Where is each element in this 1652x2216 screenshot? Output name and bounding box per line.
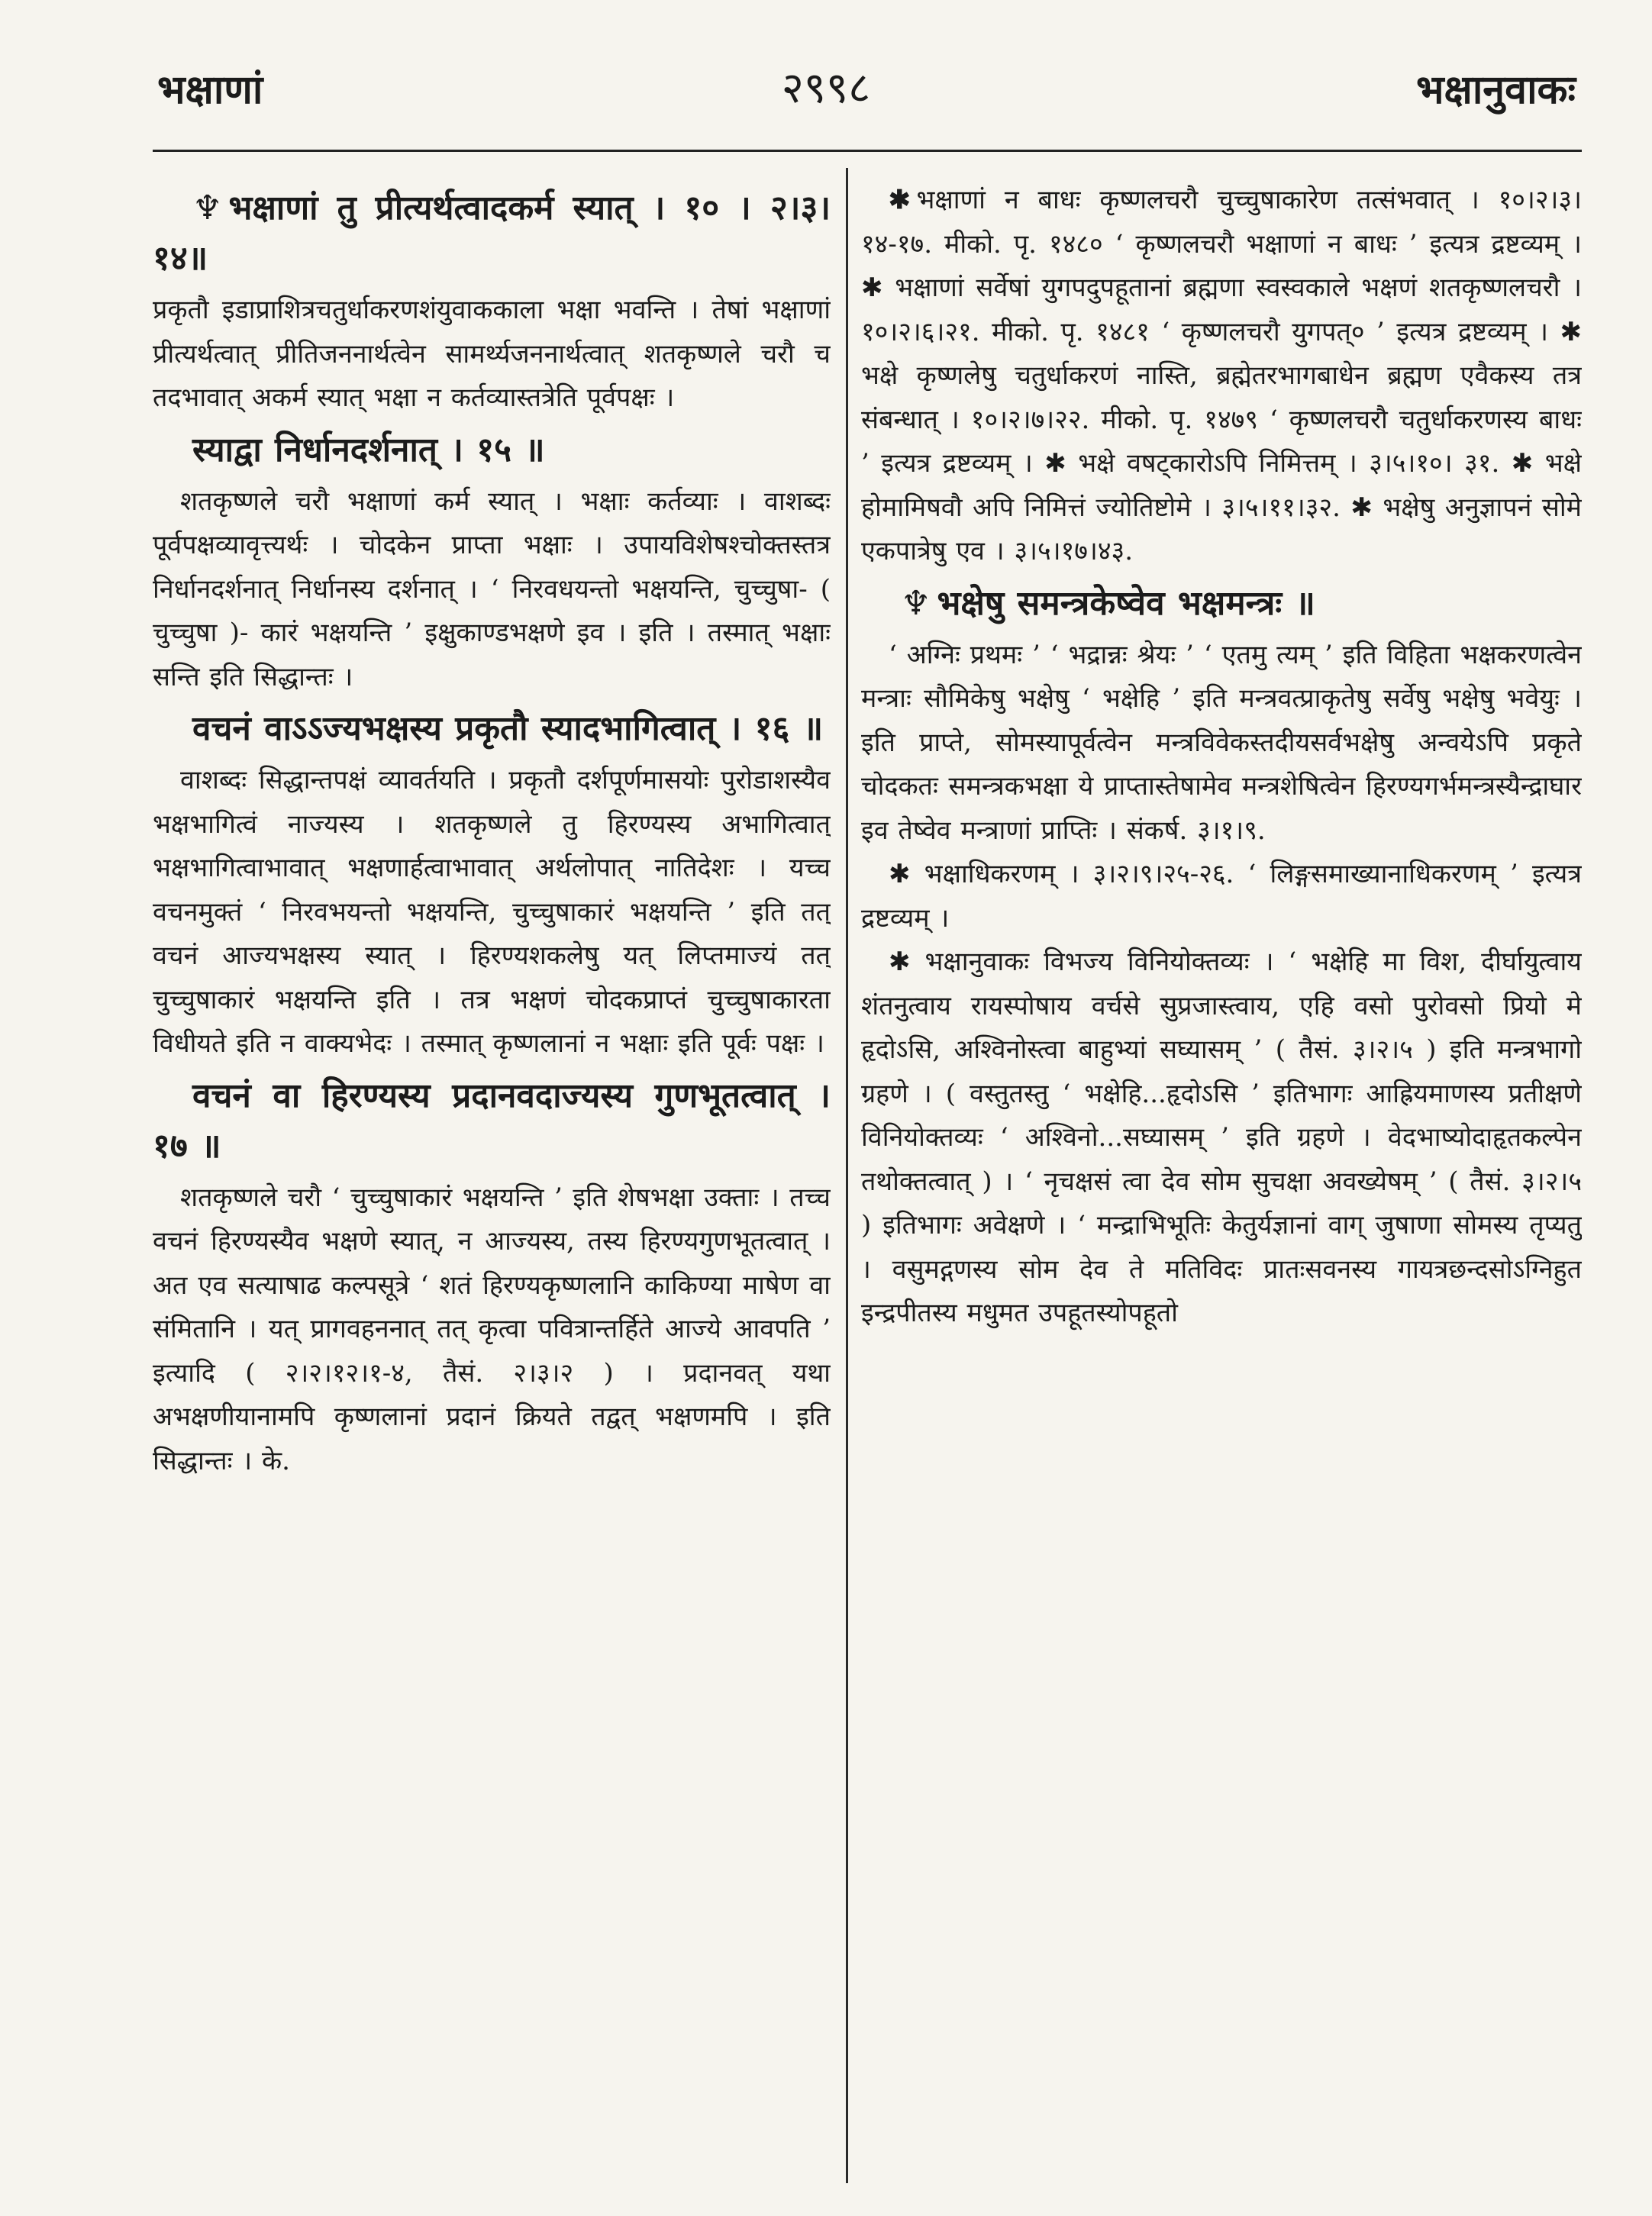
sutra-heading: वचनं वाऽऽज्यभक्षस्य प्रकृतौ स्यादभागित्वात् । १६ ॥ [192,709,824,748]
sutra-text: भक्षेषु समन्त्रकेष्वेव भक्षमन्त्रः ॥ [937,583,1315,623]
running-head-right: भक्षानुवाकः [1416,66,1576,113]
header-rule [153,150,1582,152]
commentary-paragraph: ‘ अग्निः प्रथमः ’ ‘ भद्रान्नः श्रेयः ’ ‘ एतमु त्यम् ’ इति विहिता भक्षकरणत्वेन मन्त्राः सौमिकेषु भक्षेषु ‘ भक्षेहि ’ इति मन्त्रवत्प्राकृतेषु सर्वेषु भक्षेषु भवेयुः । इति प्राप्ते, सोमस्यापूर्वत्वेन मन्त्रविवेकस्तदीयसर्वभक्षेषु अन्वयेऽपि प्रकृते चोदकतः समन्त्रकभक्षा ये प्राप्तास्तेषामेव मन्त्रशेषित्वेन हिरण्यगर्भमन्त्रस्यैन्द्राघार इव तेष्वेव मन्त्राणां प्राप्तिः । संकर्ष. ३।१।९. [861,639,1582,846]
sutra-heading: वचनं वा हिरण्यस्य प्रदानवदाज्यस्य गुणभूतत्वात् । १७ ॥ [153,1076,831,1166]
running-head-left: भक्षाणां [157,66,263,113]
commentary-paragraph: शतकृष्णले चरौ ‘ चुच्चुषाकारं भक्षयन्ति ’ इति शेषभक्षा उक्ताः । तच्च वचनं हिरण्यस्यैव भक्षणे स्यात्, न आज्यस्य, तस्य हिरण्यगुणभूतत्वात् । अत एव सत्याषाढ कल्पसूत्रे ‘ शतं हिरण्यकृष्णलानि काकिण्या माषेण वा संमितानि । यत् प्रागवहननात् तत् कृत्वा पवित्रान्तर्हिते आज्ये आवपति ’ इत्यादि ( २।२।१२।१-४, तैसं. २।३।२ ) । प्रदानवत् यथा अभक्षणीयानामपि कृष्णलानां प्रदानं क्रियते तद्वत् भक्षणमपि । इति सिद्धान्तः । के. [153,1182,831,1476]
commentary-paragraph: ✱ भक्षाधिकरणम् । ३।२।९।२५-२६. ‘ लिङ्गसमाख्यानाधिकरणम् ’ इत्यत्र द्रष्टव्यम् । [861,859,1582,934]
section-mark-icon: ♆ [901,583,931,623]
paragraph-text: भक्षाणां न बाधः कृष्णलचरौ चुच्चुषाकारेण तत्संभवात् । १०।२।३।१४-१७. मीको. पृ. १४८० ‘ कृष्णलचरौ भक्षाणां न बाधः ’ इत्यत्र द्रष्टव्यम् । ✱ भक्षाणां सर्वेषां युगपदुपहूतानां ब्रह्मणा स्वस्वकाले भक्षणं शतकृष्णलचरौ । १०।२।६।२१. मीको. पृ. १४८१ ‘ कृष्णलचरौ युगपत्० ’ इत्यत्र द्रष्टव्यम् । ✱ भक्षे कृष्णलेषु चतुर्धाकरणं नास्ति, ब्रह्मेतरभागबाधेन ब्रह्मण एवैकस्य तत्र संबन्धात् । १०।२।७।२२. मीको. पृ. १४७९ ‘ कृष्णलचरौ चतुर्धाकरणस्य बाधः ’ इत्यत्र द्रष्टव्यम् । ✱ भक्षे वषट्कारोऽपि निमित्तम् । ३।५।१०। ३१. ✱ भक्षे होमामिषवौ अपि निमित्तं ज्योतिष्टोमे । ३।५।११।३२. ✱ भक्षेषु अनुज्ञापनं सोमे एकपात्रेषु एव । ३।५।१७।४३. [861,185,1582,566]
section-mark-icon: ♆ [192,189,223,227]
commentary-paragraph [861,179,1582,574]
left-column [153,179,831,1483]
commentary-paragraph: वाशब्दः सिद्धान्तपक्षं व्यावर्तयति । प्रकृतौ दर्शपूर्णमासयोः पुरोडाशस्यैव भक्षभागित्वं नाज्यस्य । शतकृष्णले तु हिरण्यस्य अभागित्वात् भक्षभागित्वाभावात् भक्षणार्हत्वाभावात् अर्थलोपात् नातिदेशः । यच्च वचनमुक्तं ‘ निरवभयन्तो भक्षयन्ति, चुच्चुषाकारं भक्षयन्ति ’ इति तत् वचनं आज्यभक्षस्य स्यात् । हिरण्यशकलेषु यत् लिप्तमाज्यं तत् चुच्चुषाकारं भक्षयन्ति इति । तत्र भक्षणं चोदकप्राप्तं चुच्चुषाकारता विधीयते इति न वाक्यभेदः । तस्मात् कृष्णलानां न भक्षाः इति पूर्वः पक्षः । [153,765,831,1059]
asterisk-mark-icon: ✱ [889,185,911,215]
commentary-paragraph: प्रकृतौ इडाप्राशित्रचतुर्धाकरणशंयुवाककाला भक्षा भवन्ति । तेषां भक्षाणां प्रीत्यर्थत्वात् प्रीतिजननार्थत्वेन सामर्थ्यजननार्थत्वात् शतकृष्णले चरौ च तदभावात् अकर्म स्यात् भक्षा न कर्तव्यास्तत्रेति पूर्वपक्षः । [153,295,831,413]
commentary-paragraph: ✱ भक्षानुवाकः विभज्य विनियोक्तव्यः । ‘ भक्षेहि मा विश, दीर्घायुत्वाय शंतनुत्वाय रायस्पोषाय वर्चसे सुप्रजास्त्वाय, एहि वसो पुरोवसो प्रियो मे हृदोऽसि, अश्विनोस्त्वा बाहुभ्यां सघ्यासम् ’ ( तैसं. ३।२।५ ) इति मन्त्रभागो ग्रहणे । ( वस्तुतस्तु ‘ भक्षेहि...हृदोऽसि ’ इतिभागः आह्रियमाणस्य प्रतीक्षणे विनियोक्तव्यः ‘ अश्विनो...सघ्यासम् ’ इति ग्रहणे । वेदभाष्योदाहृतकल्पेन तथोक्तत्वात् ) । ‘ नृचक्षसं त्वा देव सोम सुचक्षा अवख्येषम् ’ ( तैसं. ३।२।५ ) इतिभागः अवेक्षणे । ‘ मन्द्राभिभूतिः केतुर्यज्ञानां वाग् जुषाणा सोमस्य तृप्यतु । वसुमद्गणस्य सोम देव ते मतिविदः प्रातःसवनस्य गायत्रछन्दसोऽग्निहुत इन्द्रपीतस्य मधुमत उपहूतस्योपहूतो [861,947,1582,1328]
sutra-text: भक्षाणां तु प्रीत्यर्थत्वादकर्म स्यात् । १० । २।३।१४॥ [153,189,831,278]
column-divider [846,168,848,2183]
sutra-heading [861,579,1582,629]
right-column [861,179,1582,1336]
sutra-heading [153,183,831,284]
sutra-heading: स्याद्वा निर्धानदर्शनात् । १५ ॥ [192,430,545,469]
page-number: २९९८ [781,63,871,113]
commentary-paragraph: शतकृष्णले चरौ भक्षाणां कर्म स्यात् । भक्षाः कर्तव्याः । वाशब्दः पूर्वपक्षव्यावृत्त्यर्थः । चोदकेन प्राप्ता भक्षाः । उपायविशेषश्चोक्तस्तत्र निर्धानदर्शनात् निर्धानस्य दर्शनात् । ‘ निरवधयन्तो भक्षयन्ति, चुच्चुषा- ( चुच्चुषा )- कारं भक्षयन्ति ’ इक्षुकाण्डभक्षणे इव । इति । तस्मात् भक्षाः सन्ति इति सिद्धान्तः । [153,485,831,692]
